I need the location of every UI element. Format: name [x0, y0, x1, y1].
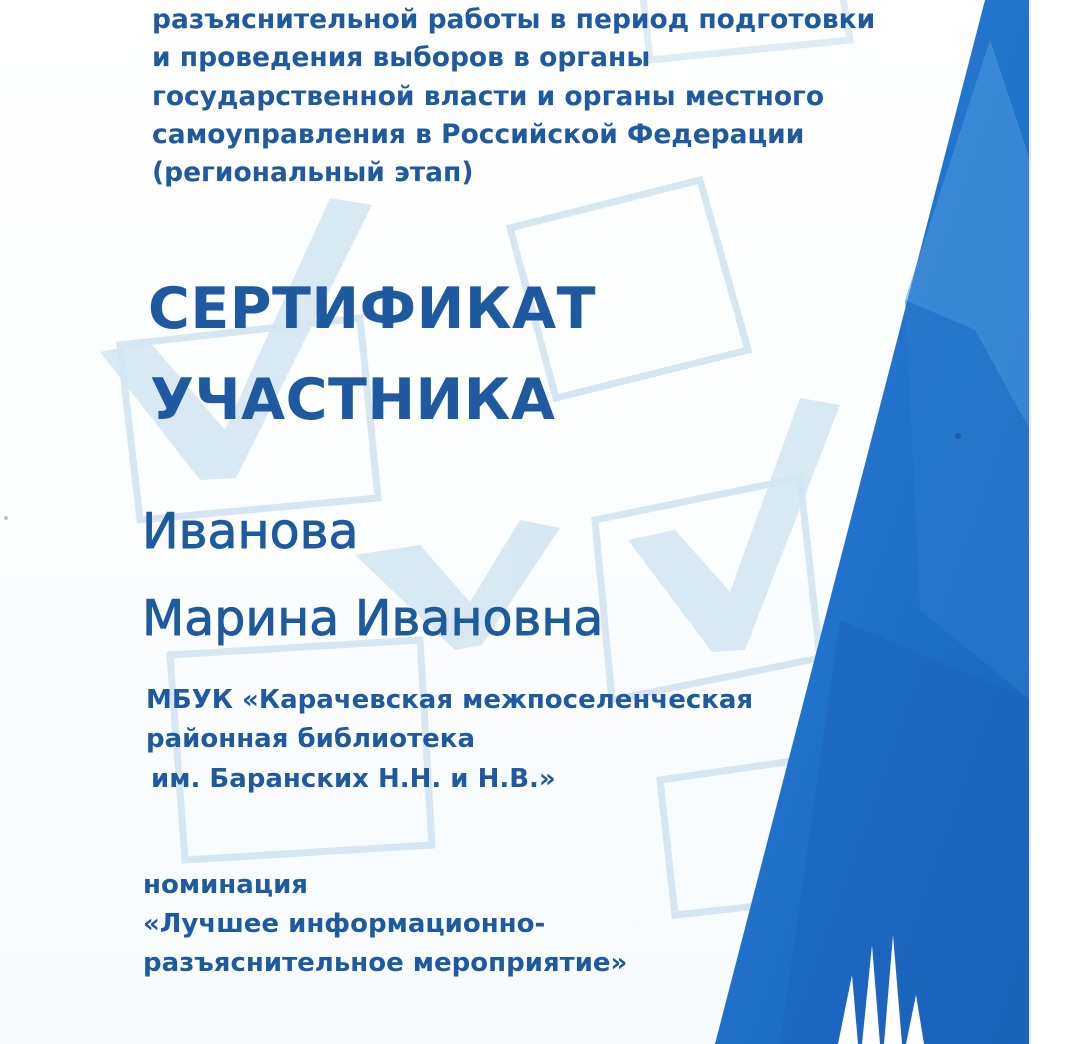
participant-given-names: Марина Ивановна: [142, 590, 604, 647]
scan-speck: [955, 433, 961, 439]
nomination-title-line: «Лучшее информационно-: [143, 909, 546, 939]
competition-intro-line: разъяснительной работы в период подготовки: [152, 4, 876, 35]
organization-name-line: МБУК «Карачевская межпоселенческая: [146, 685, 754, 715]
participant-surname: Иванова: [142, 503, 359, 560]
organization-name-line: им. Баранских Н.Н. и Н.В.»: [151, 764, 556, 794]
nomination-label: номинация: [143, 870, 308, 900]
scan-speck: [4, 516, 8, 520]
competition-intro-line: самоуправления в Российской Федерации: [152, 119, 805, 150]
certificate-title: СЕРТИФИКАТ: [148, 276, 596, 342]
competition-stage-label: (региональный этап): [152, 157, 474, 188]
competition-intro-line: государственной власти и органы местного: [152, 81, 825, 112]
nomination-title-line: разъяснительное мероприятие»: [143, 948, 628, 978]
certificate-subtitle: УЧАСТНИКА: [150, 367, 556, 433]
organization-name-line: районная библиотека: [146, 724, 475, 754]
competition-intro-line: и проведения выборов в органы: [152, 42, 651, 73]
